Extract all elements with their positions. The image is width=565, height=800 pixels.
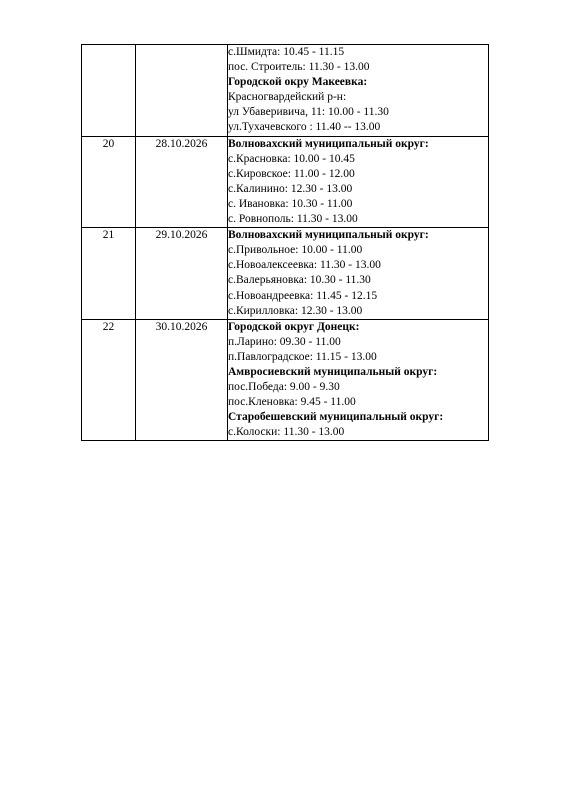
location-time: с.Валерьяновка: 10.30 - 11.30 [228, 274, 371, 287]
location-time: пос. Строитель: 11.30 - 13.00 [228, 61, 370, 74]
row-locations [228, 136, 489, 228]
row-date: 30.10.2026 [136, 319, 228, 441]
table-row [82, 319, 489, 441]
schedule-body [82, 45, 489, 441]
location-time: пос.Победа: 9.00 - 9.30 [228, 381, 340, 394]
table-row [82, 228, 489, 320]
location-time: с.Шмидта: 10.45 - 11.15 [228, 46, 345, 58]
row-locations [228, 319, 489, 441]
district-heading: Волновахский муниципальный округ: [228, 229, 429, 242]
row-date [136, 45, 228, 137]
district-heading: Городской окру Макеевка: [228, 76, 368, 89]
location-time: с.Калинино: 12.30 - 13.00 [228, 182, 353, 195]
location-time: с.Колоски: 11.30 - 13.00 [228, 426, 345, 439]
district-heading: Старобешевский муниципальный округ: [228, 411, 444, 424]
table-row [82, 136, 489, 228]
table-row [82, 45, 489, 137]
location-time: п.Ларино: 09.30 - 11.00 [228, 335, 341, 348]
location-time: с.Кирилловка: 12.30 - 13.00 [228, 304, 363, 317]
district-heading: Городской округ Донецк: [228, 320, 360, 333]
location-time: с.Новоалексеевка: 11.30 - 13.00 [228, 259, 381, 272]
location-time: ул Убаверивича, 11: 10.00 - 11.30 [228, 106, 389, 119]
location-time: п.Павлоградское: 11.15 - 13.00 [228, 350, 377, 363]
row-locations [228, 228, 489, 320]
row-number: 20 [82, 136, 136, 228]
location-time: Красногвардейский р-н: [228, 91, 347, 104]
row-number [82, 45, 136, 137]
district-heading: Волновахский муниципальный округ: [228, 137, 429, 150]
row-date: 28.10.2026 [136, 136, 228, 228]
row-number: 22 [82, 319, 136, 441]
location-time: с.Новоандреевка: 11.45 - 12.15 [228, 289, 378, 302]
location-time: пос.Кленовка: 9.45 - 11.00 [228, 396, 356, 409]
schedule-table [81, 44, 489, 441]
location-time: ул.Тухачевского : 11.40 -- 13.00 [228, 121, 381, 134]
location-time: с.Кировское: 11.00 - 12.00 [228, 167, 355, 180]
row-locations [228, 45, 489, 137]
row-date: 29.10.2026 [136, 228, 228, 320]
district-heading: Амвросиевский муниципальный округ: [228, 365, 438, 378]
location-time: с. Ровнополь: 11.30 - 13.00 [228, 213, 358, 226]
location-time: с. Ивановка: 10.30 - 11.00 [228, 197, 353, 210]
location-time: с.Привольное: 10.00 - 11.00 [228, 244, 363, 257]
row-number: 21 [82, 228, 136, 320]
location-time: с.Красновка: 10.00 - 10.45 [228, 152, 355, 165]
